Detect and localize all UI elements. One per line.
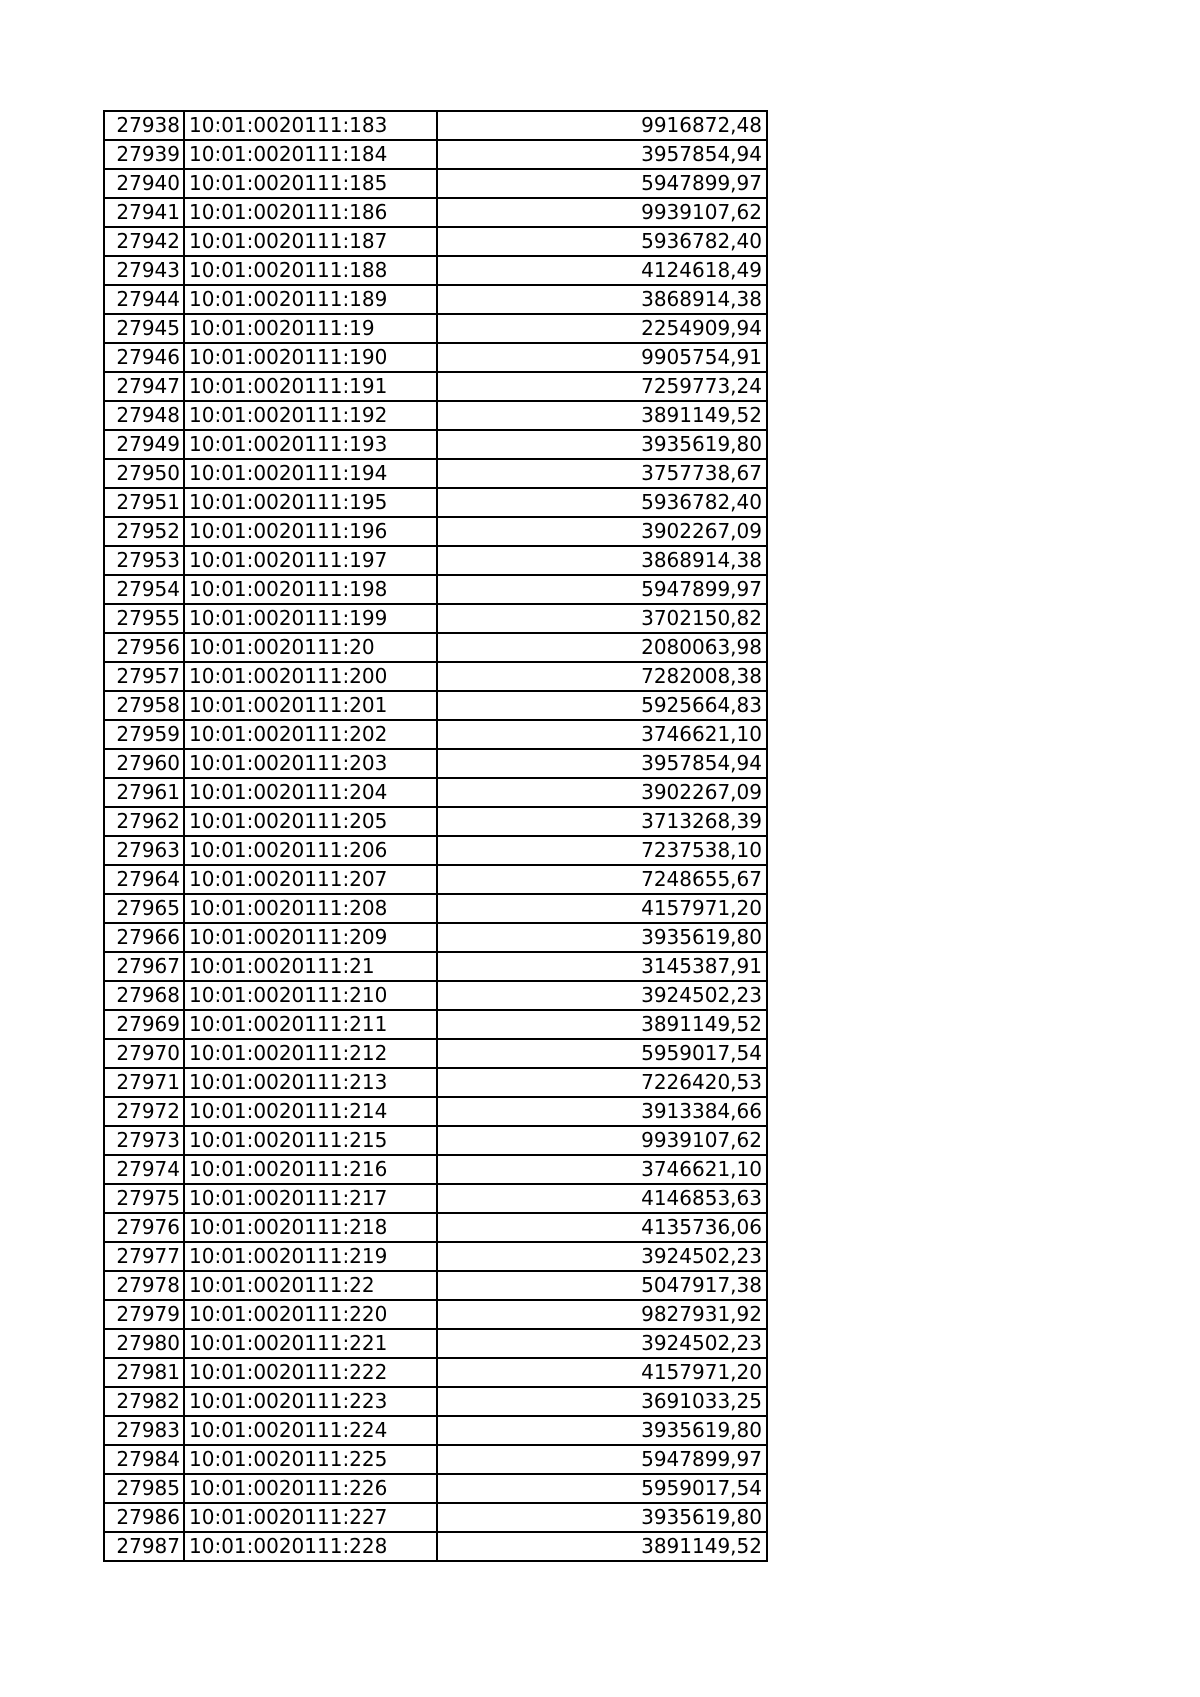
table-row (104, 1387, 767, 1416)
row-number-cell: 27943 (104, 256, 184, 285)
cadastral-number-cell: 10:01:0020111:209 (184, 923, 437, 952)
row-number-cell: 27970 (104, 1039, 184, 1068)
value-cell: 3746621,10 (437, 720, 767, 749)
value-cell: 3957854,94 (437, 140, 767, 169)
value-cell: 3935619,80 (437, 1416, 767, 1445)
table-row (104, 488, 767, 517)
cadastral-number-cell: 10:01:0020111:223 (184, 1387, 437, 1416)
table-row (104, 1503, 767, 1532)
value-cell: 3868914,38 (437, 285, 767, 314)
row-number-cell: 27948 (104, 401, 184, 430)
table-row (104, 662, 767, 691)
row-number-cell: 27978 (104, 1271, 184, 1300)
cadastral-number-cell: 10:01:0020111:218 (184, 1213, 437, 1242)
table-body (104, 111, 767, 1561)
cadastral-number-cell: 10:01:0020111:196 (184, 517, 437, 546)
value-cell: 5936782,40 (437, 227, 767, 256)
row-number-cell: 27958 (104, 691, 184, 720)
row-number-cell: 27957 (104, 662, 184, 691)
cadastral-number-cell: 10:01:0020111:202 (184, 720, 437, 749)
value-cell: 3691033,25 (437, 1387, 767, 1416)
row-number-cell: 27968 (104, 981, 184, 1010)
cadastral-number-cell: 10:01:0020111:195 (184, 488, 437, 517)
value-cell: 2080063,98 (437, 633, 767, 662)
cadastral-number-cell: 10:01:0020111:213 (184, 1068, 437, 1097)
cadastral-number-cell: 10:01:0020111:212 (184, 1039, 437, 1068)
table-row (104, 1300, 767, 1329)
row-number-cell: 27965 (104, 894, 184, 923)
row-number-cell: 27960 (104, 749, 184, 778)
value-cell: 3891149,52 (437, 401, 767, 430)
table-row (104, 1126, 767, 1155)
value-cell: 3902267,09 (437, 517, 767, 546)
cadastral-number-cell: 10:01:0020111:206 (184, 836, 437, 865)
value-cell: 3935619,80 (437, 1503, 767, 1532)
table-row (104, 836, 767, 865)
value-cell: 2254909,94 (437, 314, 767, 343)
cadastral-number-cell: 10:01:0020111:194 (184, 459, 437, 488)
table-row (104, 691, 767, 720)
table-row (104, 1097, 767, 1126)
row-number-cell: 27945 (104, 314, 184, 343)
row-number-cell: 27941 (104, 198, 184, 227)
cadastral-number-cell: 10:01:0020111:20 (184, 633, 437, 662)
cadastral-number-cell: 10:01:0020111:228 (184, 1532, 437, 1561)
row-number-cell: 27966 (104, 923, 184, 952)
table-row (104, 430, 767, 459)
cadastral-number-cell: 10:01:0020111:211 (184, 1010, 437, 1039)
value-cell: 3145387,91 (437, 952, 767, 981)
cadastral-number-cell: 10:01:0020111:190 (184, 343, 437, 372)
cadastral-number-cell: 10:01:0020111:216 (184, 1155, 437, 1184)
table-row (104, 1213, 767, 1242)
table-row (104, 1445, 767, 1474)
row-number-cell: 27969 (104, 1010, 184, 1039)
row-number-cell: 27986 (104, 1503, 184, 1532)
cadastral-number-cell: 10:01:0020111:188 (184, 256, 437, 285)
row-number-cell: 27981 (104, 1358, 184, 1387)
table-row (104, 1068, 767, 1097)
table-row (104, 981, 767, 1010)
cadastral-number-cell: 10:01:0020111:199 (184, 604, 437, 633)
table-row (104, 923, 767, 952)
cadastral-number-cell: 10:01:0020111:226 (184, 1474, 437, 1503)
cadastral-number-cell: 10:01:0020111:22 (184, 1271, 437, 1300)
row-number-cell: 27984 (104, 1445, 184, 1474)
table-row (104, 1329, 767, 1358)
row-number-cell: 27939 (104, 140, 184, 169)
table-row (104, 1039, 767, 1068)
row-number-cell: 27962 (104, 807, 184, 836)
table-row (104, 894, 767, 923)
cadastral-number-cell: 10:01:0020111:197 (184, 546, 437, 575)
table-row (104, 140, 767, 169)
value-cell: 7259773,24 (437, 372, 767, 401)
value-cell: 3891149,52 (437, 1532, 767, 1561)
table-row (104, 459, 767, 488)
cadastral-number-cell: 10:01:0020111:221 (184, 1329, 437, 1358)
table-row (104, 1358, 767, 1387)
value-cell: 5947899,97 (437, 169, 767, 198)
value-cell: 5947899,97 (437, 1445, 767, 1474)
cadastral-number-cell: 10:01:0020111:191 (184, 372, 437, 401)
cadastral-number-cell: 10:01:0020111:225 (184, 1445, 437, 1474)
row-number-cell: 27987 (104, 1532, 184, 1561)
table-row (104, 401, 767, 430)
cadastral-number-cell: 10:01:0020111:219 (184, 1242, 437, 1271)
value-cell: 4135736,06 (437, 1213, 767, 1242)
value-cell: 4146853,63 (437, 1184, 767, 1213)
row-number-cell: 27938 (104, 111, 184, 140)
table-row (104, 1242, 767, 1271)
value-cell: 5947899,97 (437, 575, 767, 604)
value-cell: 3713268,39 (437, 807, 767, 836)
table-row (104, 1532, 767, 1561)
value-cell: 5936782,40 (437, 488, 767, 517)
row-number-cell: 27947 (104, 372, 184, 401)
row-number-cell: 27971 (104, 1068, 184, 1097)
table-row (104, 111, 767, 140)
row-number-cell: 27952 (104, 517, 184, 546)
cadastral-number-cell: 10:01:0020111:204 (184, 778, 437, 807)
value-cell: 7248655,67 (437, 865, 767, 894)
value-cell: 3935619,80 (437, 430, 767, 459)
cadastral-number-cell: 10:01:0020111:227 (184, 1503, 437, 1532)
cadastral-number-cell: 10:01:0020111:183 (184, 111, 437, 140)
cadastral-number-cell: 10:01:0020111:215 (184, 1126, 437, 1155)
cadastral-number-cell: 10:01:0020111:187 (184, 227, 437, 256)
cadastral-number-cell: 10:01:0020111:184 (184, 140, 437, 169)
cadastral-number-cell: 10:01:0020111:198 (184, 575, 437, 604)
value-cell: 3924502,23 (437, 981, 767, 1010)
value-cell: 9939107,62 (437, 198, 767, 227)
cadastral-number-cell: 10:01:0020111:189 (184, 285, 437, 314)
value-cell: 9916872,48 (437, 111, 767, 140)
value-cell: 3746621,10 (437, 1155, 767, 1184)
cadastral-number-cell: 10:01:0020111:201 (184, 691, 437, 720)
table-row (104, 1184, 767, 1213)
row-number-cell: 27976 (104, 1213, 184, 1242)
row-number-cell: 27954 (104, 575, 184, 604)
cadastral-number-cell: 10:01:0020111:224 (184, 1416, 437, 1445)
table-row (104, 749, 767, 778)
row-number-cell: 27964 (104, 865, 184, 894)
cadastral-value-table (103, 110, 768, 1562)
table-row (104, 604, 767, 633)
row-number-cell: 27983 (104, 1416, 184, 1445)
value-cell: 4157971,20 (437, 1358, 767, 1387)
cadastral-number-cell: 10:01:0020111:207 (184, 865, 437, 894)
table-row (104, 575, 767, 604)
cadastral-number-cell: 10:01:0020111:192 (184, 401, 437, 430)
value-cell: 5047917,38 (437, 1271, 767, 1300)
table-row (104, 778, 767, 807)
row-number-cell: 27982 (104, 1387, 184, 1416)
cadastral-number-cell: 10:01:0020111:210 (184, 981, 437, 1010)
row-number-cell: 27949 (104, 430, 184, 459)
row-number-cell: 27963 (104, 836, 184, 865)
cadastral-number-cell: 10:01:0020111:217 (184, 1184, 437, 1213)
cadastral-number-cell: 10:01:0020111:186 (184, 198, 437, 227)
row-number-cell: 27944 (104, 285, 184, 314)
table-row (104, 227, 767, 256)
cadastral-number-cell: 10:01:0020111:200 (184, 662, 437, 691)
table-row (104, 720, 767, 749)
table-row (104, 865, 767, 894)
table-row (104, 1474, 767, 1503)
table-row (104, 343, 767, 372)
row-number-cell: 27951 (104, 488, 184, 517)
row-number-cell: 27980 (104, 1329, 184, 1358)
cadastral-number-cell: 10:01:0020111:185 (184, 169, 437, 198)
value-cell: 3957854,94 (437, 749, 767, 778)
value-cell: 3935619,80 (437, 923, 767, 952)
table-row (104, 314, 767, 343)
value-cell: 3913384,66 (437, 1097, 767, 1126)
row-number-cell: 27950 (104, 459, 184, 488)
row-number-cell: 27953 (104, 546, 184, 575)
cadastral-number-cell: 10:01:0020111:21 (184, 952, 437, 981)
value-cell: 9827931,92 (437, 1300, 767, 1329)
cadastral-number-cell: 10:01:0020111:222 (184, 1358, 437, 1387)
row-number-cell: 27973 (104, 1126, 184, 1155)
cadastral-number-cell: 10:01:0020111:203 (184, 749, 437, 778)
value-cell: 9939107,62 (437, 1126, 767, 1155)
row-number-cell: 27959 (104, 720, 184, 749)
table-row (104, 1416, 767, 1445)
table-row (104, 952, 767, 981)
row-number-cell: 27946 (104, 343, 184, 372)
cadastral-number-cell: 10:01:0020111:220 (184, 1300, 437, 1329)
table-row (104, 1010, 767, 1039)
row-number-cell: 27979 (104, 1300, 184, 1329)
row-number-cell: 27961 (104, 778, 184, 807)
value-cell: 5959017,54 (437, 1039, 767, 1068)
row-number-cell: 27972 (104, 1097, 184, 1126)
value-cell: 5959017,54 (437, 1474, 767, 1503)
cadastral-number-cell: 10:01:0020111:214 (184, 1097, 437, 1126)
value-cell: 7282008,38 (437, 662, 767, 691)
table-row (104, 169, 767, 198)
row-number-cell: 27985 (104, 1474, 184, 1503)
value-cell: 3891149,52 (437, 1010, 767, 1039)
value-cell: 9905754,91 (437, 343, 767, 372)
value-cell: 4157971,20 (437, 894, 767, 923)
row-number-cell: 27956 (104, 633, 184, 662)
value-cell: 3924502,23 (437, 1242, 767, 1271)
table-row (104, 372, 767, 401)
table-row (104, 546, 767, 575)
table-row (104, 807, 767, 836)
row-number-cell: 27974 (104, 1155, 184, 1184)
row-number-cell: 27940 (104, 169, 184, 198)
value-cell: 3757738,67 (437, 459, 767, 488)
table-row (104, 633, 767, 662)
table-row (104, 198, 767, 227)
value-cell: 5925664,83 (437, 691, 767, 720)
cadastral-number-cell: 10:01:0020111:205 (184, 807, 437, 836)
row-number-cell: 27967 (104, 952, 184, 981)
value-cell: 3924502,23 (437, 1329, 767, 1358)
value-cell: 3902267,09 (437, 778, 767, 807)
row-number-cell: 27975 (104, 1184, 184, 1213)
value-cell: 4124618,49 (437, 256, 767, 285)
cadastral-number-cell: 10:01:0020111:19 (184, 314, 437, 343)
cadastral-number-cell: 10:01:0020111:208 (184, 894, 437, 923)
table-row (104, 285, 767, 314)
table-row (104, 1271, 767, 1300)
value-cell: 7237538,10 (437, 836, 767, 865)
value-cell: 3868914,38 (437, 546, 767, 575)
row-number-cell: 27977 (104, 1242, 184, 1271)
value-cell: 3702150,82 (437, 604, 767, 633)
cadastral-number-cell: 10:01:0020111:193 (184, 430, 437, 459)
value-cell: 7226420,53 (437, 1068, 767, 1097)
table-row (104, 256, 767, 285)
row-number-cell: 27942 (104, 227, 184, 256)
table-row (104, 1155, 767, 1184)
row-number-cell: 27955 (104, 604, 184, 633)
table-row (104, 517, 767, 546)
